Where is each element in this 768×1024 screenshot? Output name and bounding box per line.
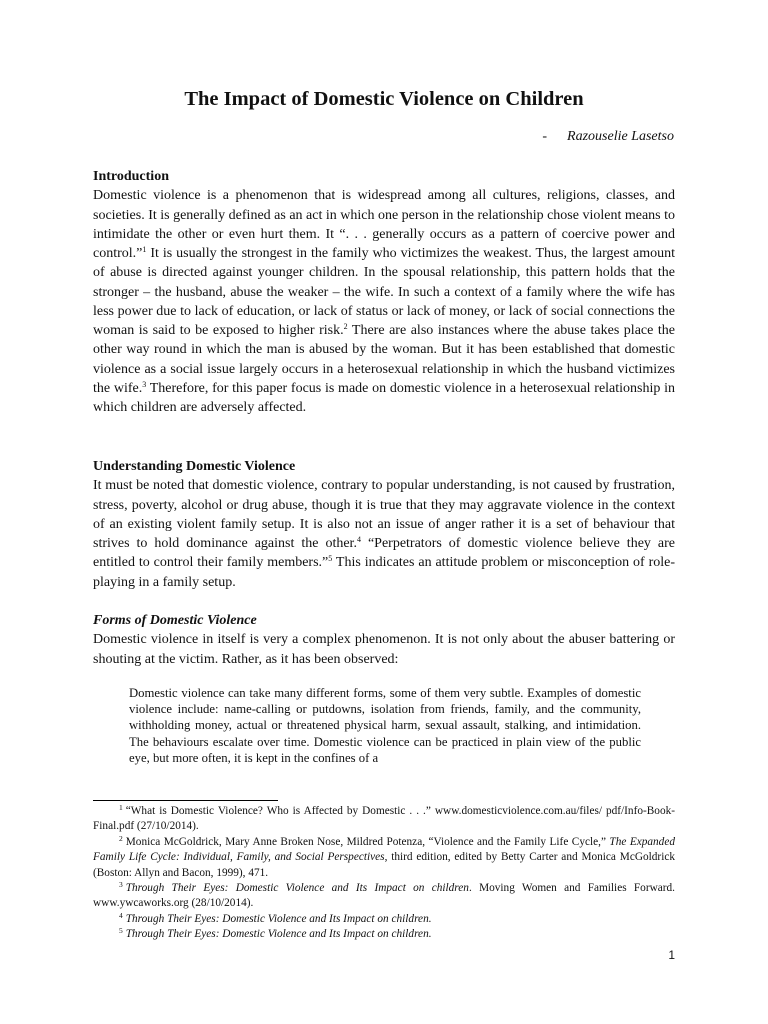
footnotes: [93, 804, 675, 943]
footnote-1: $^1$ “What is Domestic Violence? Who is Affected by Domestic . . .” www.domesticviolence.com.au/files/ pdf/Info-Book-Final.pdf (27/10/2014).: [93, 803, 675, 833]
introduction-heading: Introduction: [93, 169, 169, 184]
footnote-3: $^3$ Through Their Eyes: Domestic Violence and Its Impact on children. Moving Women and Families Forward. www.ywcaworks.org (28/10/2014).: [93, 880, 675, 910]
understanding-paragraph: It must be noted that domestic violence, contrary to popular understanding, is not caused by frustration, stress, poverty, alcohol or drug abuse, though it is true that they may aggravate violence in the context of an existing violent family setup. It is also not an issue of anger rather it is a set of behaviour that strives to hold dominance against the other.$^4$ “Perpetrators of domestic violence believe they are entitled to control their family members.”$^5$ This indicates an attitude problem or misconception of role-playing in a family setup.: [93, 478, 676, 590]
footnote-4: $^4$ Through Their Eyes: Domestic Violence and Its Impact on children.: [119, 910, 432, 925]
author-line: [542, 129, 674, 145]
forms-heading: Forms of Domestic Violence: [93, 613, 257, 628]
introduction-paragraph: Domestic violence is a phenomenon that is widespread among all cultures, religions, classes, and societies. It is generally defined as an act in which one person in the relationship chose violent means to intimidate the other or even hurt them. It “. . . generally occurs as a pattern of coercive power and control.”$^1$ It is usually the strongest in the family who victimizes the weakest. Thus, the largest amount of abuse is directed against younger children. In the spousal relationship, this pattern holds that the stronger – the husband, abuse the weaker – the wife. In such a context of a family where the wife has less power due to lack of education, or lack of status or lack of money, or lack of social connections the woman is said to be exposed to higher risk.$^2$ There are also instances where the abuse takes place the other way round in which the man is abused by the woman. But it has been established that domestic violence as a social issue largely occurs in a heterosexual relationship in which the husband victimizes the wife.$^3$ Therefore, for this paper focus is made on domestic violence in a heterosexual relationship in which children are adversely affected.: [93, 188, 675, 415]
footnote-ref-5: 5: [328, 554, 333, 564]
introduction-section: [93, 167, 675, 417]
footnote-separator: [93, 800, 278, 801]
document-title: The Impact of Domestic Violence on Children: [184, 88, 584, 110]
page-number: 1: [668, 948, 675, 962]
author-name: Razouselie Lasetso: [567, 129, 674, 144]
understanding-section: [93, 457, 675, 592]
footnote-ref-4: 4: [356, 535, 361, 544]
footnote-5: $^5$ Through Their Eyes: Domestic Violence and Its Impact on children.: [119, 926, 432, 941]
footnote-ref-3: 3: [142, 379, 147, 389]
footnote-ref-2: 2: [343, 322, 348, 331]
forms-section: [93, 611, 675, 669]
understanding-heading: Understanding Domestic Violence: [93, 459, 296, 474]
footnote-2: $^2$ Monica McGoldrick, Mary Anne Broken Nose, Mildred Potenza, “Violence and the Family Life Cycle,” The Expanded Family Life Cycle: Individual, Family, and Social Perspectives, third edition, edited by Betty Carter and Monica McGoldrick (Boston: Allyn and Bacon, 1999), 471.: [93, 833, 675, 879]
footnote-ref-1: 1: [142, 245, 147, 254]
block-quote: Domestic violence can take many different forms, some of them very subtle. Examples of domestic violence include: name-calling or putdowns, isolation from friends, family, and the community, withholding money, actual or threatened physical harm, sexual assault, stalking, and intimidation. The behaviours escalate over time. Domestic violence can be practiced in plain view of the public eye, but more often, it is kept in the confines of a: [129, 686, 641, 765]
forms-paragraph: Domestic violence in itself is very a complex phenomenon. It is not only about the abuser battering or shouting at the victim. Rather, as it has been observed:: [93, 632, 675, 667]
author-dash: -: [542, 129, 548, 144]
